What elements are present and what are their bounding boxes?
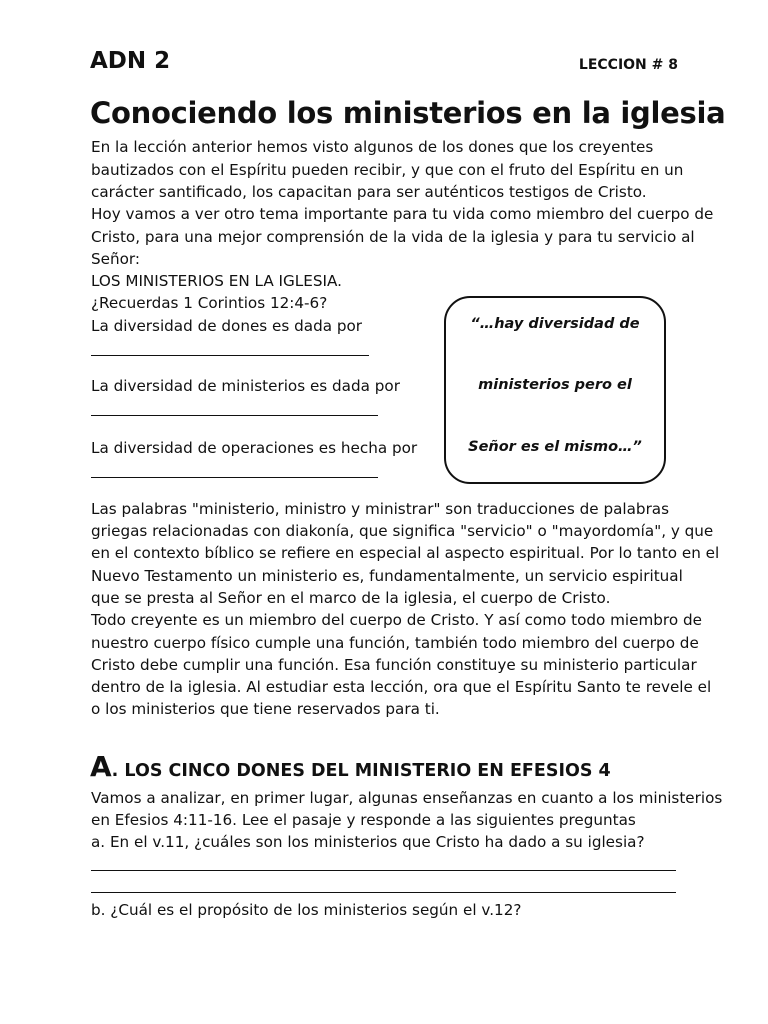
- section-letter: A: [90, 750, 112, 783]
- para-line: nuestro cuerpo físico cumple una función, también todo miembro del cuerpo de: [91, 634, 699, 652]
- question-b: b. ¿Cuál es el propósito de los ministerios según el v.12?: [91, 901, 522, 919]
- fill-item-dones: La diversidad de dones es dada por: [91, 317, 363, 335]
- answer-line[interactable]: [91, 892, 676, 893]
- quote-line: ministerios pero el: [478, 377, 632, 393]
- intro-line: bautizados con el Espíritu pueden recibir, y que con el fruto del Espíritu en un: [91, 161, 684, 179]
- answer-line[interactable]: [91, 870, 676, 871]
- answer-blank[interactable]: [91, 477, 378, 478]
- intro-line: LOS MINISTERIOS EN LA IGLESIA.: [91, 272, 342, 290]
- answer-blank[interactable]: [91, 355, 369, 356]
- intro-line: ¿Recuerdas 1 Corintios 12:4-6?: [91, 294, 328, 312]
- para-line: griegas relacionadas con diakonía, que significa "servicio" o "mayordomía", y que: [91, 522, 714, 540]
- para-line: dentro de la iglesia. Al estudiar esta lección, ora que el Espíritu Santo te revele el: [91, 678, 712, 696]
- section-title: . LOS CINCO DONES DEL MINISTERIO EN EFESIOS 4: [111, 761, 611, 781]
- fill-item-ministerios: La diversidad de ministerios es dada por: [91, 377, 400, 395]
- page-title: Conociendo los ministerios en la iglesia: [90, 96, 726, 130]
- answer-blank[interactable]: [91, 415, 378, 416]
- section-heading: [90, 750, 611, 783]
- intro-line: carácter santificado, los capacitan para ser auténticos testigos de Cristo.: [91, 183, 647, 201]
- intro-line: Hoy vamos a ver otro tema importante para tu vida como miembro del cuerpo de: [91, 205, 714, 223]
- fill-item-operaciones: La diversidad de operaciones es hecha por: [91, 439, 418, 457]
- para-line: Nuevo Testamento un ministerio es, fundamentalmente, un servicio espiritual: [91, 567, 683, 585]
- quote-line: Señor es el mismo…”: [468, 439, 642, 455]
- section-line: en Efesios 4:11-16. Lee el pasaje y responde a las siguientes preguntas: [91, 811, 636, 829]
- para-line: o los ministerios que tiene reservados para ti.: [91, 700, 440, 718]
- para-line: Cristo debe cumplir una función. Esa función constituye su ministerio particular: [91, 656, 697, 674]
- intro-line: Cristo, para una mejor comprensión de la vida de la iglesia y para tu servicio al: [91, 228, 695, 246]
- course-label: ADN 2: [90, 48, 171, 74]
- intro-line: Señor:: [91, 250, 140, 268]
- para-line: Las palabras "ministerio, ministro y ministrar" son traducciones de palabras: [91, 500, 670, 518]
- question-a: a. En el v.11, ¿cuáles son los ministerios que Cristo ha dado a su iglesia?: [91, 833, 645, 851]
- quote-line: “…hay diversidad de: [470, 316, 640, 332]
- para-line: Todo creyente es un miembro del cuerpo de Cristo. Y así como todo miembro de: [91, 611, 702, 629]
- intro-line: En la lección anterior hemos visto algunos de los dones que los creyentes: [91, 138, 654, 156]
- section-line: Vamos a analizar, en primer lugar, algunas enseñanzas en cuanto a los ministerios: [91, 789, 723, 807]
- para-line: que se presta al Señor en el marco de la iglesia, el cuerpo de Cristo.: [91, 589, 611, 607]
- lesson-number: LECCION # 8: [578, 57, 678, 73]
- para-line: en el contexto bíblico se refiere en especial al aspecto espiritual. Por lo tanto en el: [91, 544, 720, 562]
